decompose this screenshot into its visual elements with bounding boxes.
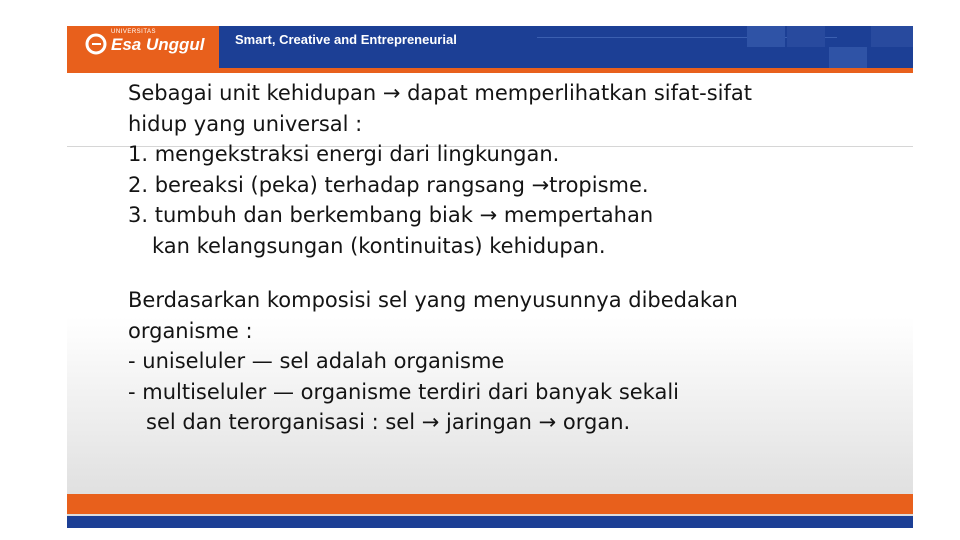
slide-content [128, 78, 848, 438]
list-item-continuation: sel dan terorganisasi : sel → jaringan → organ. [146, 410, 631, 434]
footer-stripe-blue [67, 516, 913, 528]
header-block [829, 47, 867, 68]
list-item: 2. bereaksi (peka) terhadap rangsang →tropisme. [128, 172, 649, 197]
brand-name: Esa Unggul [111, 35, 205, 54]
list-item-continuation: kan kelangsungan (kontinuitas) kehidupan. [152, 233, 606, 258]
list-item: 1. mengekstraksi energi dari lingkungan. [128, 142, 560, 166]
list-item: - multiseluler — organisme terdiri dari banyak sekali [128, 379, 680, 404]
text-line: organisme : [128, 318, 253, 343]
text-line: Sebagai unit kehidupan → dapat memperlihatkan sifat-sifat [128, 81, 752, 105]
text-line: hidup yang universal : [128, 111, 363, 136]
list-item: - uniseluler — sel adalah organisme [128, 349, 505, 373]
text-line: Berdasarkan komposisi sel yang menyusunnya dibedakan [128, 288, 738, 312]
tagline: Smart, Creative and Entrepreneurial [235, 32, 457, 47]
header-block [871, 26, 913, 47]
footer-stripe-orange [67, 494, 913, 514]
paragraph-gap [128, 261, 848, 285]
list-item: 3. tumbuh dan berkembang biak → mempertahan [128, 203, 654, 227]
header-block [747, 26, 785, 47]
header-bar [67, 26, 913, 68]
brand-subtitle: UNIVERSITAS [111, 29, 157, 35]
esa-unggul-logo-icon [85, 33, 107, 55]
header-block [787, 26, 825, 47]
logo-area [67, 26, 219, 68]
header-stripe-white [67, 73, 913, 76]
